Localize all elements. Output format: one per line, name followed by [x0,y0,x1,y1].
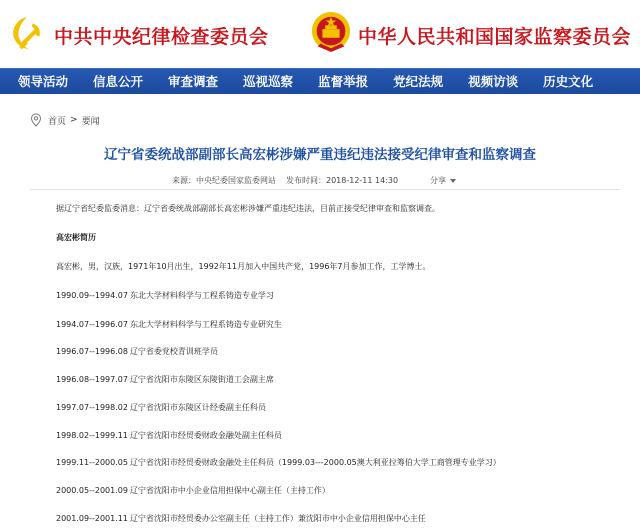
share-label: 分享 [430,176,446,185]
breadcrumb-home-link[interactable]: 首页 [48,116,67,127]
nav-item-report[interactable]: 监督举报 [318,74,369,89]
resume-period: 1996.07--1996.08 [56,347,128,356]
national-emblem-icon[interactable] [310,10,352,54]
resume-text: 辽宁省沈阳市东陵区计经委副主任科员 [129,403,266,412]
bio-basic-info: 高宏彬，男，汉族，1971年10月出生，1992年11月加入中国共产党，1996年7月参加工作，工学博士。 [56,262,431,271]
breadcrumb [30,112,100,128]
meta-divider [30,189,620,190]
resume-entry [56,402,266,413]
breadcrumb-current-link[interactable]: 要闻 [81,116,100,127]
nav-item-regulations[interactable]: 党纪法规 [393,74,444,89]
resume-entry [56,374,274,385]
site-name-ccdi[interactable]: 中共中央纪律检查委员会 [54,26,269,48]
article-title: 辽宁省委统战部副部长高宏彬涉嫌严重违纪违法接受纪律审查和监察调查 [104,147,536,163]
site-header [0,0,640,68]
resume-entry [56,346,218,357]
resume-period: 1998.02--1999.11 [56,431,128,440]
article-source: 来源：中央纪委国家监委网站 [172,176,276,185]
resume-text: 东北大学材料科学与工程系铸造专业研究生 [129,320,282,329]
nav-item-video[interactable]: 视频访谈 [468,74,519,89]
share-button[interactable] [430,175,456,186]
nav-item-disclosure[interactable]: 信息公开 [93,74,144,89]
resume-text: 辽宁省沈阳市经贸委财政金融处主任科员（1999.03---2000.05澳大利亚拉筹伯大学工商管理专业学习） [129,458,501,467]
resume-entry [56,485,330,496]
location-pin-icon [30,113,42,127]
bio-heading: 高宏彬简历 [56,233,96,242]
nav-item-leadership[interactable]: 领导活动 [18,74,69,89]
resume-text: 辽宁省沈阳市中小企业信用担保中心副主任（主持工作） [129,486,330,495]
resume-period: 1990.09--1994.07 [56,291,128,300]
caret-down-icon [450,179,456,183]
nav-item-inspection[interactable]: 巡视巡察 [243,74,294,89]
nav-item-history[interactable]: 历史文化 [543,74,594,89]
resume-text: 辽宁省委党校青训班学员 [129,347,218,356]
resume-text: 辽宁省沈阳市东陵区东陵街道工会副主席 [129,375,274,384]
resume-text: 东北大学材料科学与工程系铸造专业学习 [129,291,274,300]
resume-period: 2001.09--2001.11 [56,514,128,523]
site-name-nsc[interactable]: 中华人民共和国国家监察委员会 [358,26,632,48]
resume-entry [56,290,274,301]
party-emblem-icon[interactable] [8,14,46,52]
nav-item-investigation[interactable]: 审查调查 [168,74,219,89]
resume-entry [56,457,501,468]
resume-text: 辽宁省沈阳市经贸委财政金融处副主任科员 [129,431,282,440]
resume-period: 1997.07--1998.02 [56,403,128,412]
nav-list [0,69,640,94]
resume-text: 辽宁省沈阳市经贸委办公室副主任（主持工作）兼沈阳市中小企业信用担保中心主任 [129,514,426,523]
resume-period: 1999.11--2000.05 [56,458,128,467]
resume-entry [56,430,282,441]
article-intro: 据辽宁省纪委监委消息：辽宁省委统战部副部长高宏彬涉嫌严重违纪违法，目前正接受纪律审查和监察调查。 [56,204,440,213]
resume-period: 2000.05--2001.09 [56,486,128,495]
main-nav [0,68,640,94]
breadcrumb-separator: > [70,115,78,125]
resume-entry [56,513,426,524]
resume-period: 1996.08--1997.07 [56,375,128,384]
article-publish-time: 发布时间：2018-12-11 14:30 [286,176,399,185]
resume-period: 1994.07--1996.07 [56,320,128,329]
resume-entry [56,319,282,330]
